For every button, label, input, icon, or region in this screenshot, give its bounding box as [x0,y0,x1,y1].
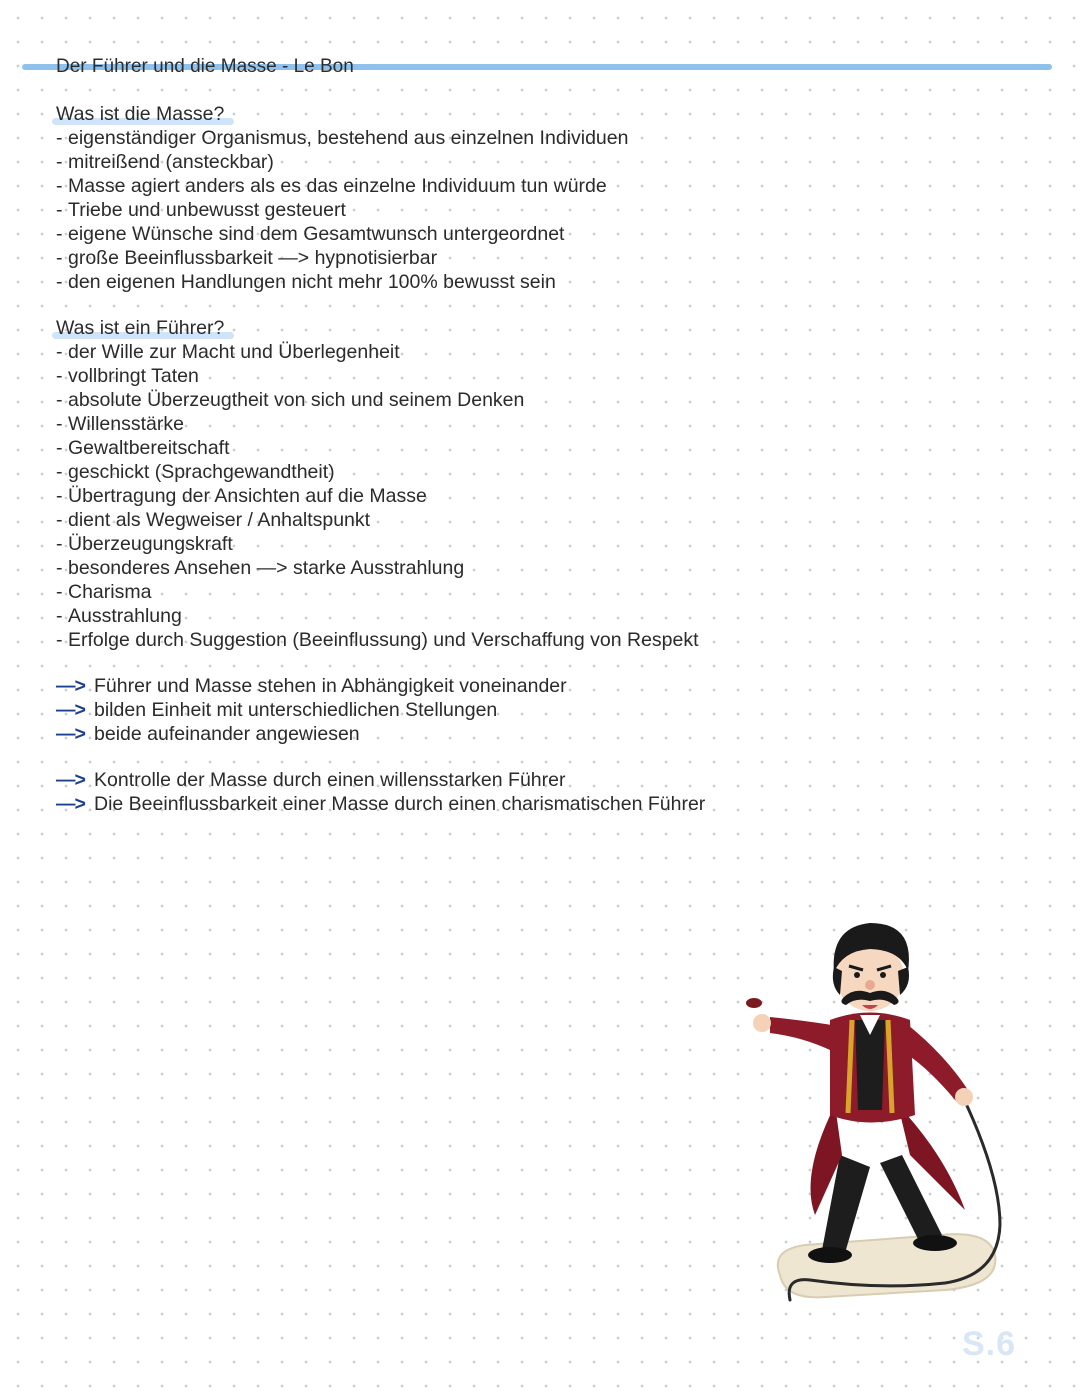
list-item: - Triebe und unbewusst gesteuert [56,199,346,221]
section-fuehrer [56,316,956,652]
list-item: - Charisma [56,581,152,603]
left-arm [770,1017,832,1050]
arrow-icon: —> [56,769,85,791]
list-item: - mitreißend (ansteckbar) [56,151,274,173]
left-hand [753,1014,771,1032]
section-masse [56,102,956,294]
arrow-icon: —> [56,675,85,697]
conclusions-group-2 [56,768,956,816]
list-item: - Überzeugungskraft [56,533,233,555]
right-hand [955,1088,973,1106]
list-item: - Ausstrahlung [56,605,182,627]
right-shoe [913,1235,957,1251]
list-item: - Willensstärke [56,413,184,435]
bullet-list-fuehrer [56,340,956,652]
left-eye [854,972,860,978]
page-number: S.6 [962,1325,1017,1363]
ringmaster-illustration [730,905,1020,1325]
stand-shape [778,1234,996,1297]
list-item: —> beide aufeinander angewiesen [56,723,360,745]
arrow-list-1 [56,674,956,746]
list-item: - Erfolge durch Suggestion (Beeinflussung) und Verschaffung von Respekt [56,629,699,651]
left-shoe [808,1247,852,1263]
list-item: —> Die Beeinflussbarkeit einer Masse durch einen charismatischen Führer [56,793,706,815]
list-item: —> Führer und Masse stehen in Abhängigkeit voneinander [56,675,567,697]
list-item: - vollbringt Taten [56,365,199,387]
list-item: - eigenständiger Organismus, bestehend aus einzelnen Individuen [56,127,629,149]
bullet-list-masse [56,126,956,294]
page-title: Der Führer und die Masse - Le Bon [56,56,354,77]
nose [865,980,875,990]
notes-content [56,102,956,816]
conclusions-group-1 [56,674,956,746]
list-item: —> Kontrolle der Masse durch einen willensstarken Führer [56,769,566,791]
list-item: - den eigenen Handlungen nicht mehr 100% bewusst sein [56,271,556,293]
arrow-icon: —> [56,793,85,815]
arrow-icon: —> [56,723,85,745]
arrow-icon: —> [56,699,85,721]
list-item: —> bilden Einheit mit unterschiedlichen Stellungen [56,699,498,721]
hand-object [746,998,762,1008]
list-item: - eigene Wünsche sind dem Gesamtwunsch untergeordnet [56,223,565,245]
right-eye [880,972,886,978]
list-item: - besonderes Ansehen —> starke Ausstrahlung [56,557,465,579]
list-item: - dient als Wegweiser / Anhaltspunkt [56,509,371,531]
list-item: - große Beeinflussbarkeit —> hypnotisierbar [56,247,438,269]
list-item: - geschickt (Sprachgewandtheit) [56,461,335,483]
section-heading-masse: Was ist die Masse? [56,103,225,125]
list-item: - Masse agiert anders als es das einzelne Individuum tun würde [56,175,607,197]
hair-side-right [898,967,909,995]
list-item: - absolute Überzeugtheit von sich und seinem Denken [56,389,525,411]
section-heading-fuehrer: Was ist ein Führer? [56,317,225,339]
list-item: - Übertragung der Ansichten auf die Masse [56,485,427,507]
list-item: - der Wille zur Macht und Überlegenheit [56,341,400,363]
list-item: - Gewaltbereitschaft [56,437,230,459]
arrow-list-2 [56,768,956,816]
